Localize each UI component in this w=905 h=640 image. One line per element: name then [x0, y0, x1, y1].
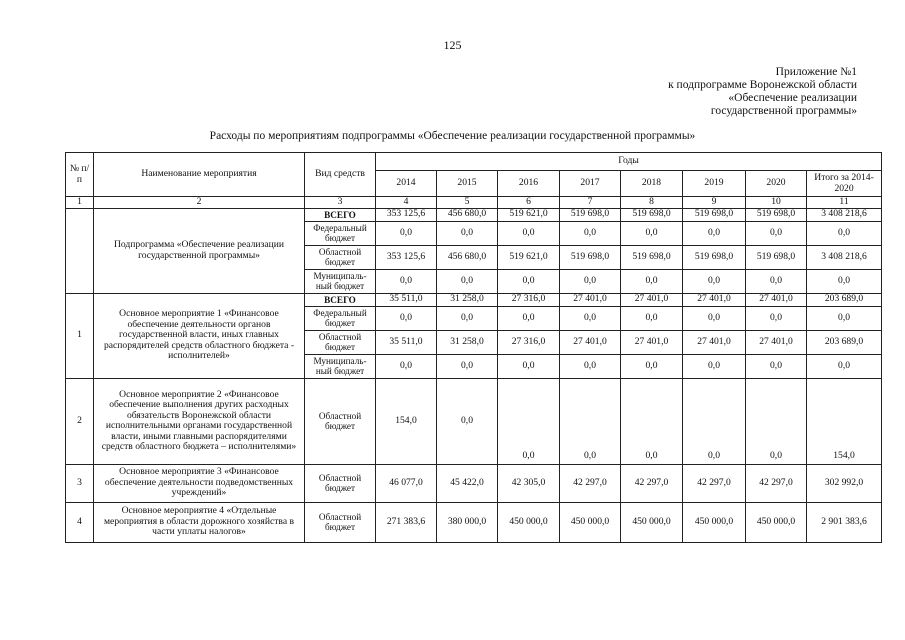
value-cell: 380 000,0: [437, 502, 498, 542]
fund-type: Муниципаль-ный бюджет: [305, 354, 376, 378]
column-number: 8: [621, 197, 683, 209]
value-cell: 450 000,0: [621, 502, 683, 542]
header-num: № п/п: [66, 153, 94, 197]
value-cell: 42 297,0: [746, 464, 807, 502]
value-cell: 46 077,0: [376, 464, 437, 502]
value-cell: 35 511,0: [376, 330, 437, 354]
value-cell: 0,0: [376, 354, 437, 378]
value-cell: 0,0: [560, 354, 621, 378]
value-cell: 31 258,0: [437, 330, 498, 354]
value-cell: 519 698,0: [560, 208, 621, 221]
column-number: 2: [94, 197, 305, 209]
table-row: [66, 378, 882, 464]
value-cell: 0,0: [498, 306, 560, 330]
value-cell: 0,0: [683, 306, 746, 330]
value-cell: 42 297,0: [560, 464, 621, 502]
fund-type: Муниципаль-ный бюджет: [305, 269, 376, 293]
fund-type: Областной бюджет: [305, 330, 376, 354]
value-cell: 0,0: [498, 378, 560, 464]
document-title: Расходы по мероприятиям подпрограммы «Обеспечение реализации государственной программы»: [209, 130, 696, 142]
value-cell: 27 401,0: [746, 293, 807, 306]
value-cell: 154,0: [807, 378, 882, 464]
value-cell: 0,0: [498, 354, 560, 378]
value-cell: 0,0: [807, 354, 882, 378]
value-cell: 0,0: [560, 306, 621, 330]
table-row: [66, 464, 882, 502]
appendix-line-1: Приложение №1: [775, 66, 857, 78]
value-cell: 0,0: [621, 221, 683, 245]
table-row: [66, 293, 882, 306]
value-cell: 0,0: [807, 221, 882, 245]
value-cell: 42 297,0: [683, 464, 746, 502]
value-cell: 27 401,0: [560, 293, 621, 306]
value-cell: 450 000,0: [498, 502, 560, 542]
value-cell: 450 000,0: [560, 502, 621, 542]
value-cell: 0,0: [746, 354, 807, 378]
value-cell: 0,0: [437, 354, 498, 378]
value-cell: 450 000,0: [683, 502, 746, 542]
table-row: [66, 502, 882, 542]
value-cell: 27 401,0: [683, 293, 746, 306]
value-cell: 353 125,6: [376, 208, 437, 221]
header-year: 2019: [683, 171, 746, 197]
value-cell: 42 297,0: [621, 464, 683, 502]
activity-name: Основное мероприятие 1 «Финансовое обеспечение деятельности органов государственной власти, иных главных распорядителей средств областного бюджета - исполнителей»: [94, 293, 305, 378]
value-cell: 0,0: [437, 221, 498, 245]
header-year: 2018: [621, 171, 683, 197]
value-cell: 0,0: [807, 269, 882, 293]
value-cell: 450 000,0: [746, 502, 807, 542]
appendix-note: [557, 66, 857, 118]
fund-type: Федеральный бюджет: [305, 221, 376, 245]
value-cell: 519 621,0: [498, 208, 560, 221]
value-cell: 456 680,0: [437, 245, 498, 269]
value-cell: 519 621,0: [498, 245, 560, 269]
activity-name: Основное мероприятие 4 «Отдельные мероприятия в области дорожного хозяйства в части уплаты налогов»: [94, 502, 305, 542]
fund-type: Областной бюджет: [305, 464, 376, 502]
value-cell: 0,0: [621, 306, 683, 330]
value-cell: 203 689,0: [807, 330, 882, 354]
header-fund: Вид средств: [305, 153, 376, 197]
header-year: 2017: [560, 171, 621, 197]
value-cell: 27 401,0: [621, 330, 683, 354]
header-years: Годы: [376, 153, 882, 171]
value-cell: 27 401,0: [683, 330, 746, 354]
column-number: 1: [66, 197, 94, 209]
fund-type: Областной бюджет: [305, 502, 376, 542]
value-cell: 456 680,0: [437, 208, 498, 221]
value-cell: 0,0: [376, 269, 437, 293]
value-cell: 27 316,0: [498, 330, 560, 354]
column-number: 3: [305, 197, 376, 209]
row-number: 3: [66, 464, 94, 502]
value-cell: 0,0: [746, 306, 807, 330]
appendix-line-4: государственной программы»: [710, 105, 857, 117]
header-name: Наименование мероприятия: [94, 153, 305, 197]
value-cell: 0,0: [683, 378, 746, 464]
value-cell: 0,0: [437, 306, 498, 330]
value-cell: 3 408 218,6: [807, 208, 882, 221]
value-cell: 519 698,0: [683, 245, 746, 269]
value-cell: 0,0: [746, 378, 807, 464]
value-cell: 0,0: [621, 354, 683, 378]
row-number: 1: [66, 293, 94, 378]
fund-type: Областной бюджет: [305, 378, 376, 464]
value-cell: 0,0: [560, 378, 621, 464]
column-number: 4: [376, 197, 437, 209]
row-number: [66, 208, 94, 293]
value-cell: 519 698,0: [683, 208, 746, 221]
value-cell: 154,0: [376, 378, 437, 464]
value-cell: 27 401,0: [621, 293, 683, 306]
value-cell: 203 689,0: [807, 293, 882, 306]
column-number: 11: [807, 197, 882, 209]
value-cell: 0,0: [437, 269, 498, 293]
column-number: 7: [560, 197, 621, 209]
value-cell: 3 408 218,6: [807, 245, 882, 269]
value-cell: 0,0: [560, 221, 621, 245]
fund-type: Федеральный бюджет: [305, 306, 376, 330]
column-number: 6: [498, 197, 560, 209]
appendix-line-3: «Обеспечение реализации: [728, 92, 857, 104]
value-cell: 27 401,0: [560, 330, 621, 354]
header-year: Итого за 2014-2020: [807, 171, 882, 197]
value-cell: 45 422,0: [437, 464, 498, 502]
column-number: 5: [437, 197, 498, 209]
value-cell: 302 992,0: [807, 464, 882, 502]
expenses-table: [65, 152, 882, 543]
value-cell: 0,0: [683, 221, 746, 245]
appendix-line-2: к подпрограмме Воронежской области: [668, 79, 857, 91]
value-cell: 519 698,0: [621, 245, 683, 269]
value-cell: 0,0: [376, 306, 437, 330]
activity-name: Подпрограмма «Обеспечение реализации государственной программы»: [94, 208, 305, 293]
value-cell: 0,0: [807, 306, 882, 330]
value-cell: 0,0: [621, 269, 683, 293]
table-row: [66, 208, 882, 221]
header-year: 2016: [498, 171, 560, 197]
row-number: 4: [66, 502, 94, 542]
value-cell: 0,0: [560, 269, 621, 293]
value-cell: 271 383,6: [376, 502, 437, 542]
value-cell: 35 511,0: [376, 293, 437, 306]
row-number: 2: [66, 378, 94, 464]
value-cell: 0,0: [746, 269, 807, 293]
header-year: 2015: [437, 171, 498, 197]
value-cell: 519 698,0: [746, 208, 807, 221]
value-cell: 0,0: [621, 378, 683, 464]
activity-name: Основное мероприятие 3 «Финансовое обеспечение деятельности подведомственных учреждений»: [94, 464, 305, 502]
page-number: 125: [443, 38, 462, 52]
activity-name: Основное мероприятие 2 «Финансовое обеспечение выполнения других расходных обязательств Воронежской области исполнительными органами государственной власти, иными главными распорядителями средств областного бюджета – исполнителями»: [94, 378, 305, 464]
value-cell: 0,0: [683, 354, 746, 378]
value-cell: 42 305,0: [498, 464, 560, 502]
column-number: 10: [746, 197, 807, 209]
column-number: 9: [683, 197, 746, 209]
fund-type: ВСЕГО: [305, 293, 376, 306]
value-cell: 0,0: [683, 269, 746, 293]
value-cell: 519 698,0: [746, 245, 807, 269]
header-year: 2014: [376, 171, 437, 197]
value-cell: 0,0: [498, 221, 560, 245]
value-cell: 519 698,0: [621, 208, 683, 221]
value-cell: 0,0: [498, 269, 560, 293]
value-cell: 2 901 383,6: [807, 502, 882, 542]
value-cell: 0,0: [746, 221, 807, 245]
value-cell: 27 316,0: [498, 293, 560, 306]
fund-type: Областной бюджет: [305, 245, 376, 269]
value-cell: 27 401,0: [746, 330, 807, 354]
value-cell: 0,0: [437, 378, 498, 464]
header-year: 2020: [746, 171, 807, 197]
value-cell: 353 125,6: [376, 245, 437, 269]
fund-type: ВСЕГО: [305, 208, 376, 221]
value-cell: 519 698,0: [560, 245, 621, 269]
value-cell: 0,0: [376, 221, 437, 245]
value-cell: 31 258,0: [437, 293, 498, 306]
